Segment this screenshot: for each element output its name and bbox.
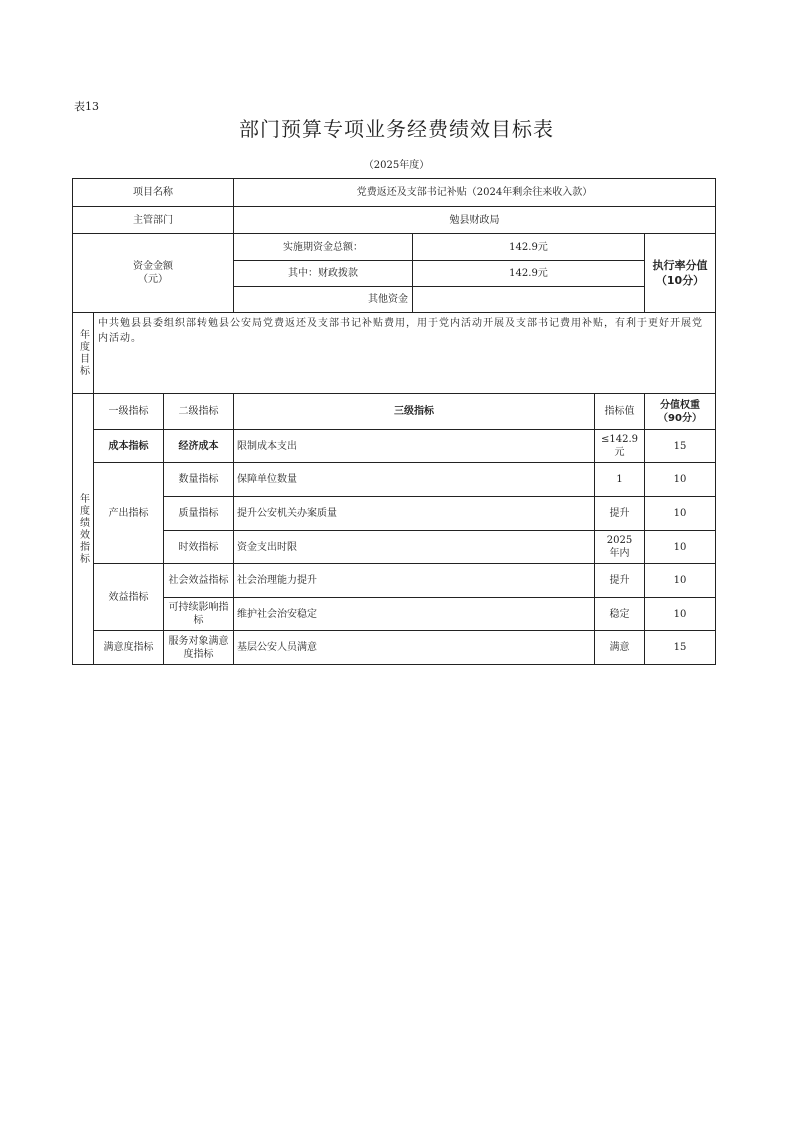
value-cell: 满意 — [594, 630, 645, 665]
project-name-value: 党费返还及支部书记补贴（2024年剩余往来收入款） — [233, 178, 716, 207]
annual-goal-label: 年度目标 — [77, 329, 89, 377]
level3-cell: 提升公安机关办案质量 — [233, 496, 595, 531]
level2-cell: 经济成本 — [163, 429, 234, 463]
value-cell: 稳定 — [594, 597, 645, 631]
level1-benefit: 效益指标 — [93, 563, 164, 631]
header-weight-total: （90分） — [658, 412, 702, 424]
funds-total-label: 实施期资金总额： — [233, 233, 413, 261]
execution-rate-label: 执行率分值 — [652, 259, 708, 272]
indicators-section-label-cell — [72, 393, 94, 665]
funds-other-label: 其他资金 — [233, 286, 413, 313]
value-cell: ≤142.9元 — [594, 429, 645, 463]
level3-cell: 保障单位数量 — [233, 462, 595, 497]
funds-other-value — [412, 286, 645, 313]
level2-cell: 时效指标 — [163, 530, 234, 564]
execution-rate-score: （10分） — [655, 274, 705, 287]
header-level2: 二级指标 — [163, 393, 234, 430]
weight-cell: 15 — [644, 429, 716, 463]
value-cell: 1 — [594, 462, 645, 497]
page-title: 部门预算专项业务经费绩效目标表 — [239, 117, 554, 141]
level2-cell: 可持续影响指标 — [163, 597, 234, 631]
level3-cell: 限制成本支出 — [233, 429, 595, 463]
level2-cell: 服务对象满意度指标 — [163, 630, 234, 665]
annual-goal-text: 中共勉县县委组织部转勉县公安局党费返还及支部书记补贴费用，用于党内活动开展及支部书记费用补贴，有利于更好开展党内活动。 — [93, 312, 716, 394]
weight-cell: 10 — [644, 530, 716, 564]
execution-rate-cell — [644, 233, 716, 313]
level3-cell: 基层公安人员满意 — [233, 630, 595, 665]
weight-cell: 10 — [644, 462, 716, 497]
level1-cost: 成本指标 — [93, 429, 164, 463]
value-cell: 提升 — [594, 563, 645, 598]
funds-label-cell — [72, 233, 234, 313]
funds-fiscal-label: 其中：财政拨款 — [233, 260, 413, 287]
level1-satisfaction: 满意度指标 — [93, 630, 164, 665]
funds-total-value: 142.9元 — [412, 233, 645, 261]
funds-fiscal-value: 142.9元 — [412, 260, 645, 287]
value-cell: 提升 — [594, 496, 645, 531]
annual-goal-label-cell — [72, 312, 94, 394]
header-level3: 三级指标 — [233, 393, 595, 430]
weight-cell: 10 — [644, 597, 716, 631]
header-value: 指标值 — [594, 393, 645, 430]
funds-label: 资金金额 — [133, 261, 173, 272]
funds-unit: （元） — [138, 274, 168, 285]
weight-cell: 15 — [644, 630, 716, 665]
level2-cell: 质量指标 — [163, 496, 234, 531]
weight-cell: 10 — [644, 563, 716, 598]
department-value: 勉县财政局 — [233, 206, 716, 234]
header-weight: 分值权重 — [660, 399, 700, 411]
level3-cell: 社会治理能力提升 — [233, 563, 595, 598]
weight-cell: 10 — [644, 496, 716, 531]
level3-cell: 资金支出时限 — [233, 530, 595, 564]
indicators-section-label: 年度绩效指标 — [77, 493, 89, 565]
header-level1: 一级指标 — [93, 393, 164, 430]
level2-cell: 数量指标 — [163, 462, 234, 497]
project-name-label: 项目名称 — [72, 178, 234, 207]
level1-output: 产出指标 — [93, 462, 164, 564]
department-label: 主管部门 — [72, 206, 234, 234]
value-cell: 2025年内 — [594, 530, 645, 564]
table-number: 表13 — [74, 100, 99, 113]
level2-cell: 社会效益指标 — [163, 563, 234, 598]
header-weight-cell — [644, 393, 716, 430]
level3-cell: 维护社会治安稳定 — [233, 597, 595, 631]
year-label: （2025年度） — [363, 160, 430, 171]
